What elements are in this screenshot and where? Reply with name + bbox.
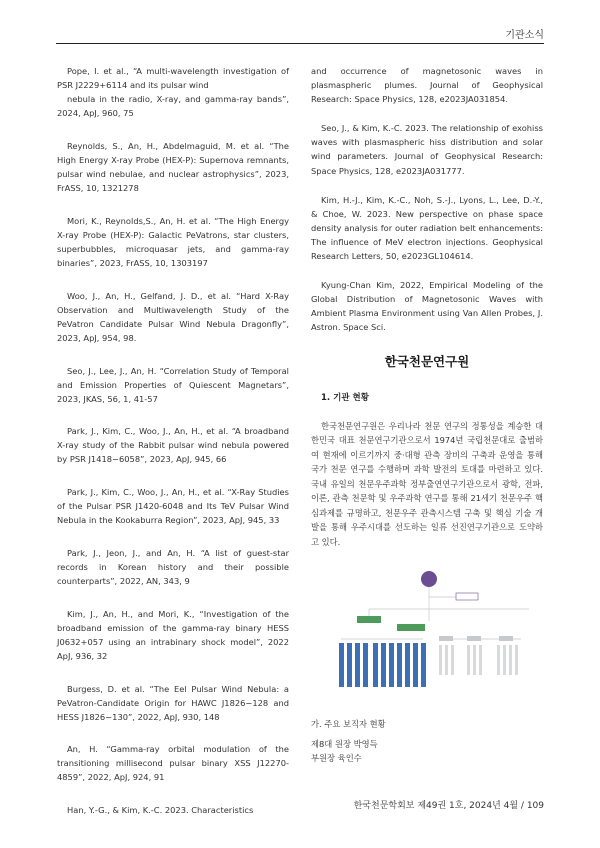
section-heading: 1. 기관 현황: [321, 392, 369, 403]
header-rule: [56, 43, 544, 44]
chart-blue-bar: [397, 643, 402, 687]
reference-item: [57, 546, 289, 588]
chart-director-node: [421, 571, 437, 587]
reference-text: Woo, J., An, H., Gelfand, J. D., et al. “Hard X-Ray Observation and Multiwavelength Study of the PeVatron Candidate Pulsar Wind Nebula Dragonfly”, 2023, ApJ, 954, 98.: [57, 290, 289, 343]
chart-blue-bar: [355, 643, 360, 687]
header-title: 기관소식: [505, 30, 544, 41]
reference-item: and occurrence of magnetosonic waves in plasmaspheric plumes. Journal of Geophysical Research: Space Physics, 128, e2023JA031854.: [311, 66, 543, 105]
chart-blue-bar: [421, 643, 426, 687]
reference-item: [57, 682, 289, 724]
staff-entry: 부원장 육인수: [311, 753, 362, 764]
chart-blue-bar: [339, 643, 344, 687]
chart-blue-bar: [413, 643, 418, 687]
chart-blue-bar: [363, 643, 368, 687]
chart-blue-bar: [405, 643, 410, 687]
reference-item: [57, 289, 289, 345]
reference-text: Park, J., Jeon, J., and An, H. “A list of guest-star records in Korean history and their possible counterparts”, 2022, AN, 343, 9: [57, 547, 289, 587]
reference-item: [57, 214, 289, 270]
reference-text: Park, J., Kim, C., Woo, J., An, H., et al. “A broadband X-ray study of the Rabbit pulsar wind nebula powered by PSR J1418−6058”, 2023, ApJ, 945, 66: [57, 426, 289, 465]
reference-item: [57, 139, 289, 195]
reference-item: [57, 742, 289, 784]
chart-green-box: [357, 616, 381, 623]
reference-text: Kim, J., An, H., and Mori, K., “Investigation of the broadband emission of the gamma-ray binary HESS J0632+057 using an intrabinary shock model”, 2022 ApJ, 936, 32: [57, 608, 289, 661]
reference-item: [57, 64, 289, 120]
reference-text: Han, Y.-G., & Kim, K.-C. 2023. Characteristics: [67, 805, 254, 816]
chart-green-box: [397, 624, 425, 631]
reference-item: [57, 607, 289, 663]
reference-text: Reynolds, S., An, H., Abdelmaguid, M. et al. “The High Energy X-ray Probe (HEX-P): Supernova remnants, pulsar wind nebulae, and nuclear astrophysics”, 2023, FrASS, 10, 1321278: [57, 140, 289, 194]
reference-text: An, H. “Gamma-ray orbital modulation of the transitioning millisecond pulsar binary XSS J12270-4859”, 2022, ApJ, 924, 91: [57, 744, 289, 783]
reference-item: [57, 364, 289, 406]
reference-item: Seo, J., & Kim, K.-C. 2023. The relationship of exohiss waves with plasmaspheric hiss distribution and solar wind parameters. Journal of Geophysical Research: Space Physics, 128, e2023JA031777.: [311, 123, 543, 176]
reference-item: Kim, H.-J., Kim, K.-C., Noh, S.-J., Lyons, L., Lee, D.-Y., & Choe, W. 2023. New perspective on phase space density analysis for outer radiation belt enhancements: The influence of MeV electron injections. Geophysical Research Letters, 50, e2023GL104614.: [311, 194, 543, 262]
reference-text: Park, J., Kim, C., Woo, J., An, H., et al. “X-Ray Studies of the Pulsar PSR J1420-6048 and Its TeV Pulsar Wind Nebula in the Kookaburra Region”, 2023, ApJ, 945, 33: [57, 487, 289, 526]
reference-item: [57, 485, 289, 527]
chart-blue-bar: [381, 643, 386, 687]
reference-item: [57, 803, 289, 817]
org-title: 한국천문연구원: [384, 353, 470, 369]
chart-blue-bar: [389, 643, 394, 687]
reference-text: Burgess, D. et al. “The Eel Pulsar Wind Nebula: a PeVatron-Candidate Origin for HAWC J1826−128 and HESS J1826−130”, 2022, ApJ, 930, 148: [57, 683, 289, 722]
left-column: [57, 64, 289, 836]
intro-paragraph: 한국천문연구원은 우리나라 천문 연구의 정통성을 계승한 대한민국 대표 천문연구기관으로서 1974년 국립천문대로 출범하여 현재에 이르기까지 중·대형 관측 장비의 구축과 운영을 통해 국가 천문 연구를 수행하며 과학 발전의 토대를 마련하고 있다. 국내 유일의 천문우주과학 정부출연연구기관으로서 광학, 전파, 이론, 관측 천문학 및 우주과학 연구를 통해 21세기 천문우주 핵심과제를 규명하고, 천문우주 관측시스템 구축 및 핵심 기술 개발을 통해 우주시대를 선도하는 일류 선진연구기관으로 도약하고 있다.: [311, 420, 543, 547]
org-chart: [311, 569, 543, 699]
reference-text: Pope, I. et al., “A multi-wavelength investigation of PSR J2229+6114 and its pulsar wind: [57, 66, 289, 91]
reference-item: [57, 424, 289, 466]
chart-audit-box: [456, 593, 478, 600]
reference-text: nebula in the radio, X-ray, and gamma-ray bands”, 2024, ApJ, 960, 75: [57, 94, 289, 119]
footer-page-info: 한국천문학회보 제49권 1호, 2024년 4월 / 109: [353, 801, 544, 811]
staff-subheading: 가. 주요 보직자 현황: [311, 719, 386, 730]
chart-blue-bar: [373, 643, 378, 687]
staff-entry: 제8대 원장 박영득: [311, 739, 378, 750]
reference-item: Kyung-Chan Kim, 2022, Empirical Modeling of the Global Distribution of Magnetosonic Waves with Ambient Plasma Environment using Van Allen Probes, J. Astron. Space Sci.: [311, 280, 543, 333]
chart-blue-bar: [347, 643, 352, 687]
reference-text: Mori, K., Reynolds,S., An, H. et al. “The High Energy X-ray Probe (HEX-P): Galactic PeVatrons, star clusters, superbubbles, microquasar jets, and gamma-ray binaries”, 2023, FrASS, 10, 1303197: [57, 215, 289, 269]
reference-text: Seo, J., Lee, J., An, H. “Correlation Study of Temporal and Emission Properties of Quiescent Magnetars”, 2023, JKAS, 56, 1, 41-57: [57, 365, 289, 404]
right-column: [311, 64, 543, 765]
